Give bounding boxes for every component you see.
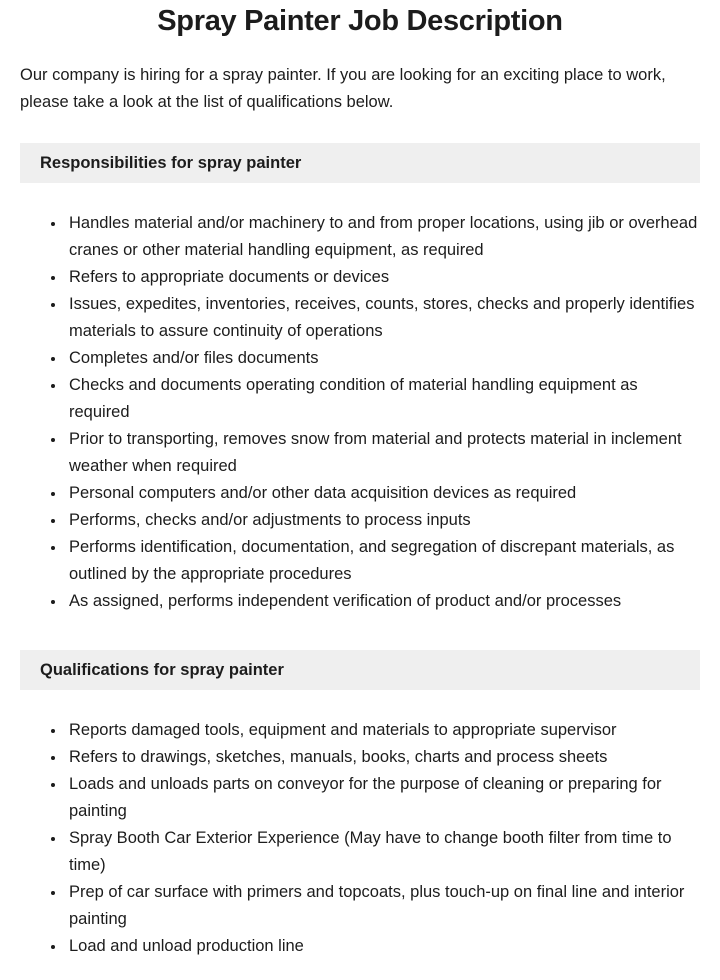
list-item: • Prep of car surface with primers and topcoats, plus touch-up on final line and interior painting bbox=[66, 879, 700, 933]
qualifications-section bbox=[20, 650, 700, 960]
list-item: • Reports damaged tools, equipment and materials to appropriate supervisor bbox=[66, 717, 700, 744]
list-item: • Personal computers and/or other data acquisition devices as required bbox=[66, 480, 700, 507]
list-item: • Issues, expedites, inventories, receives, counts, stores, checks and properly identifies materials to assure continuity of operations bbox=[66, 291, 700, 345]
responsibilities-section-header: Responsibilities for spray painter bbox=[20, 143, 700, 183]
intro-paragraph: Our company is hiring for a spray painter. If you are looking for an exciting place to work, please take a look at the list of qualifications below. bbox=[20, 65, 666, 111]
qualifications-list bbox=[20, 717, 700, 960]
qualifications-section-header: Qualifications for spray painter bbox=[20, 650, 700, 690]
list-item: • Checks and documents operating condition of material handling equipment as required bbox=[66, 372, 700, 426]
list-item: • Refers to drawings, sketches, manuals, books, charts and process sheets bbox=[66, 744, 700, 771]
list-item: • Loads and unloads parts on conveyor for the purpose of cleaning or preparing for painting bbox=[66, 771, 700, 825]
list-item: • Spray Booth Car Exterior Experience (May have to change booth filter from time to time) bbox=[66, 825, 700, 879]
list-item: • Load and unload production line bbox=[66, 933, 700, 960]
responsibilities-section bbox=[20, 143, 700, 615]
list-item: • Handles material and/or machinery to and from proper locations, using jib or overhead cranes or other material handling equipment, as required bbox=[66, 210, 700, 264]
list-item: • As assigned, performs independent verification of product and/or processes bbox=[66, 588, 700, 615]
page-title: Spray Painter Job Description bbox=[157, 5, 563, 37]
list-item: • Prior to transporting, removes snow from material and protects material in inclement weather when required bbox=[66, 426, 700, 480]
list-item: • Performs identification, documentation, and segregation of discrepant materials, as outlined by the appropriate procedures bbox=[66, 534, 700, 588]
responsibilities-list bbox=[20, 210, 700, 615]
list-item: • Completes and/or files documents bbox=[66, 345, 700, 372]
list-item: • Performs, checks and/or adjustments to process inputs bbox=[66, 507, 700, 534]
list-item: • Refers to appropriate documents or devices bbox=[66, 264, 700, 291]
